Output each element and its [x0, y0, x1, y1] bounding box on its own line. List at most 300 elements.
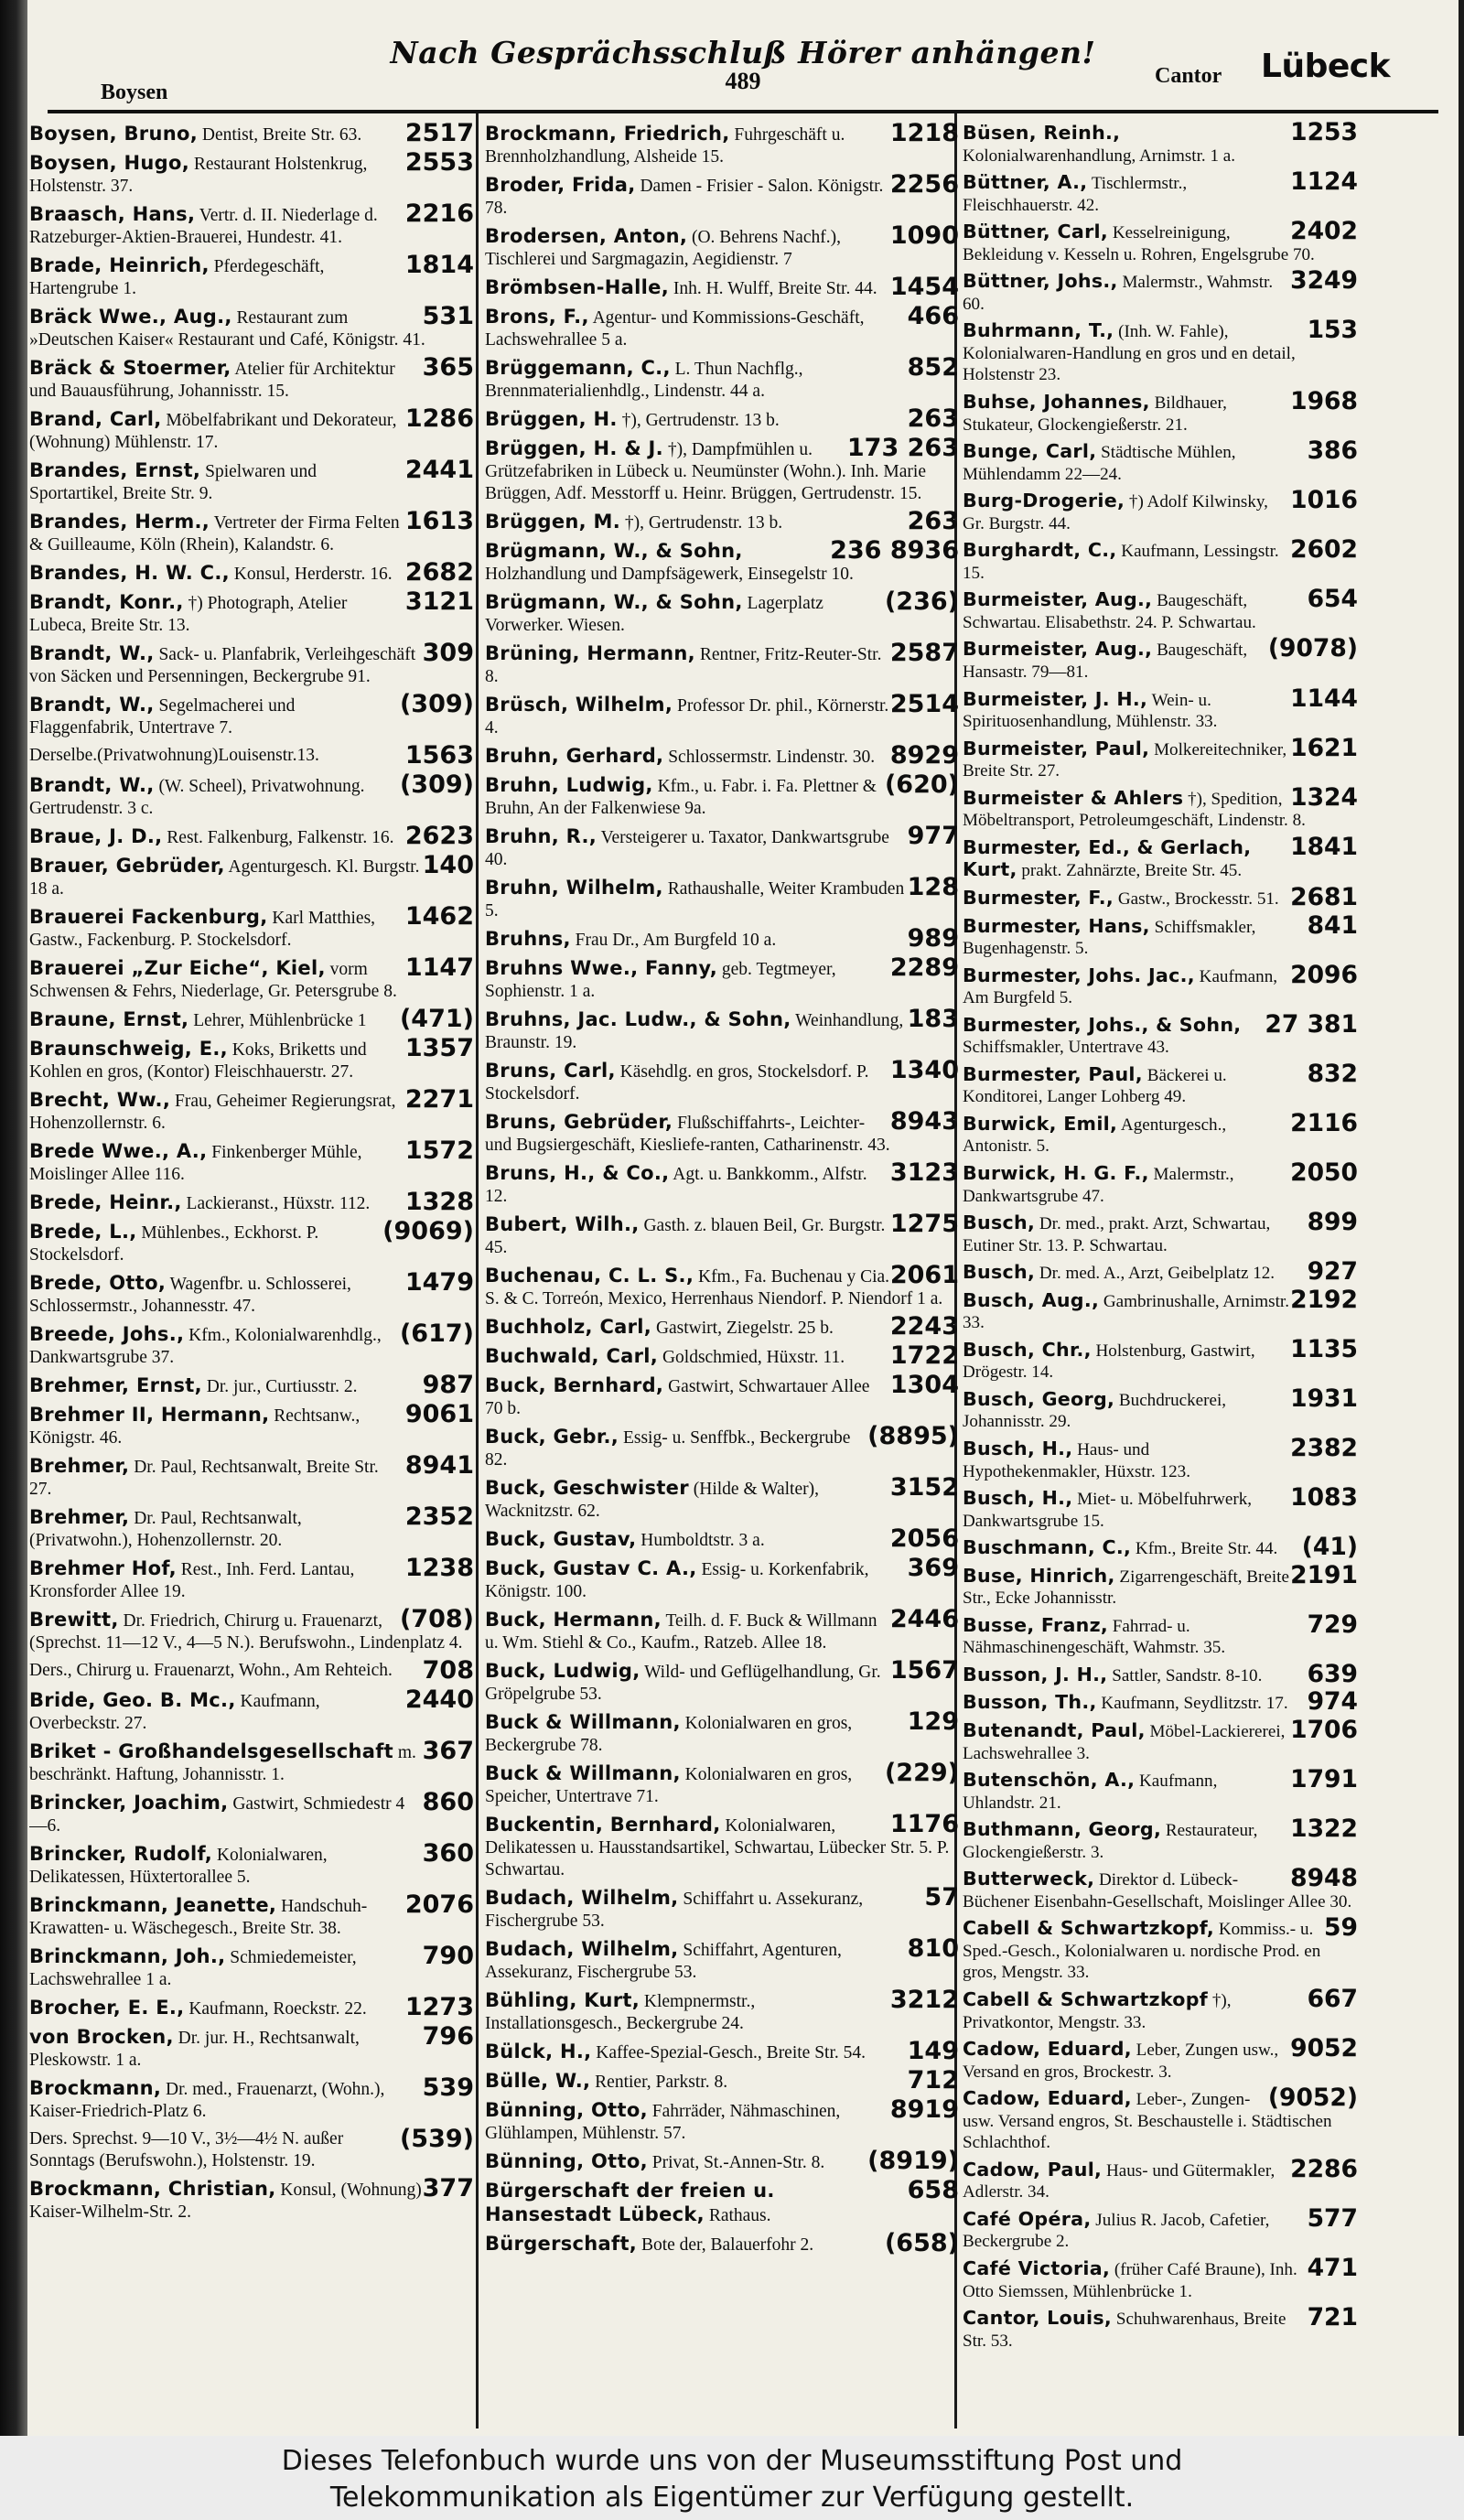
directory-entry — [485, 820, 959, 871]
entry-name: Brehmer, — [29, 1455, 130, 1477]
entry-phone-number: 539 — [422, 2073, 474, 2102]
entry-details: Haus- und Hypothekenmakler, Hüxstr. 123. — [963, 1439, 1191, 1481]
directory-entry — [485, 688, 959, 739]
entry-details: Sattler, Sandstr. 8-10. — [1112, 1665, 1263, 1685]
entry-name: Braue, J. D., — [29, 825, 163, 847]
entry-details: L. Thun Nachflg., Brennmaterialienhdlg., Lindenstr. 44 a. — [485, 360, 803, 401]
entry-phone-number: 1706 — [1290, 1716, 1358, 1744]
entry-name: Cadow, Eduard, — [963, 2087, 1132, 2110]
entry-name: Buthmann, Georg, — [963, 1818, 1162, 1841]
entry-details: Inh. H. Wulff, Breite Str. 44. — [673, 279, 877, 298]
directory-entry — [485, 1881, 959, 1933]
directory-entry — [963, 1560, 1358, 1610]
entry-name: Brügmann, W., & Sohn, — [485, 591, 743, 613]
entry-phone-number: 173 263 — [846, 434, 959, 462]
entry-details: †) Adolf Kilwinsky, Gr. Burgstr. 44. — [963, 492, 1268, 533]
directory-entry — [29, 1735, 474, 1786]
entry-phone-number: 8919 — [889, 2095, 959, 2124]
entry-phone-number: 2440 — [404, 1685, 474, 1714]
entry-details: †), Spedition, Möbeltransport, Petroleumgeschäft, Lindenstr. 8. — [963, 789, 1306, 831]
entry-name: Bruhn, Wilhelm, — [485, 877, 663, 899]
entry-details: Fuhrgeschäft u. Brennholzhandlung, Alsheide 15. — [485, 125, 845, 167]
entry-details: prakt. Zahnärzte, Breite Str. 45. — [1021, 861, 1243, 881]
entry-details: Dr. med., Frauenarzt, (Wohn.), Kaiser-Friedrich-Platz 6. — [29, 2080, 385, 2121]
entry-name: Bruns, Gebrüder, — [485, 1111, 673, 1133]
directory-entry — [29, 403, 474, 454]
entry-name: Burwick, Emil, — [963, 1112, 1118, 1135]
entry-name: Brüsch, Wilhelm, — [485, 694, 673, 716]
entry-phone-number: 832 — [1307, 1059, 1358, 1088]
entry-details: Vertreter der Firma Felten & Guilleaume, Köln (Rhein), Kalandstr. 6. — [29, 513, 400, 555]
entry-details: Essig- u. Senffbk., Beckergrube 82. — [485, 1428, 851, 1470]
directory-entry — [29, 1135, 474, 1186]
entry-name: Busch, — [963, 1212, 1036, 1234]
header-last-name: Cantor — [1155, 64, 1222, 88]
entry-details: Gastwirt, Schwartauer Allee 70 b. — [485, 1377, 870, 1418]
entry-name: Buck, Geschwister — [485, 1477, 689, 1499]
entry-details: Pferdegeschäft, Hartengrube 1. — [29, 257, 325, 298]
entry-phone-number: 1621 — [1290, 733, 1358, 762]
directory-entry — [485, 871, 959, 922]
directory-entry — [29, 117, 474, 146]
entry-details: Holstenburg, Gastwirt, Drögestr. 14. — [963, 1341, 1255, 1383]
entry-name: Burmester, Paul, — [963, 1062, 1143, 1085]
entry-name: Brockmann, Christian, — [29, 2178, 276, 2200]
entry-phone-number: (708) — [399, 1605, 474, 1633]
entry-details: Spielwaren und Sportartikel, Breite Str. 9. — [29, 462, 317, 503]
entry-phone-number: 977 — [907, 822, 959, 850]
entry-phone-number: 810 — [907, 1934, 959, 1963]
directory-entry — [29, 2020, 474, 2072]
entry-name: Breede, Johs., — [29, 1323, 185, 1345]
entry-phone-number: (236) — [884, 587, 959, 616]
entry-phone-number: 8929 — [889, 741, 959, 770]
entry-details: Weinhandlung, Braunstr. 19. — [485, 1011, 904, 1052]
entry-phone-number: (8895) — [867, 1422, 959, 1450]
directory-entry — [29, 688, 474, 739]
directory-entry — [29, 1186, 474, 1215]
directory-entry — [963, 216, 1358, 265]
entry-name: Braasch, Hans, — [29, 203, 196, 225]
directory-entry — [963, 1715, 1358, 1764]
directory-entry — [963, 1912, 1358, 1984]
entry-name: Brede, Otto, — [29, 1272, 167, 1294]
directory-entry — [963, 436, 1358, 485]
footer-line-2: Telekommunikation als Eigentümer zur Verfügung gestellt. — [329, 2482, 1135, 2514]
entry-name: Brockmann, — [29, 2077, 162, 2099]
entry-details: Humboldtstr. 3 a. — [640, 1531, 765, 1550]
entry-details: Mühlenbes., Eckhorst. P. Stockelsdorf. — [29, 1223, 319, 1265]
entry-details: (W. Scheel), Privatwohnung. Gertrudenstr. 3 c. — [29, 777, 365, 818]
directory-entry — [29, 1552, 474, 1603]
entry-details: Dr. jur., Curtiusstr. 2. — [206, 1377, 358, 1396]
entry-name: Burmeister & Ahlers — [963, 786, 1184, 809]
entry-name: Bride, Geo. B. Mc., — [29, 1689, 236, 1711]
page-header — [27, 0, 1459, 119]
entry-name: Bubert, Wilh., — [485, 1213, 640, 1235]
entry-name: Bülle, W., — [485, 2070, 591, 2092]
entry-phone-number: 2286 — [1290, 2154, 1358, 2183]
entry-name: Büttner, Johs., — [963, 270, 1118, 293]
entry-details: Ders., Chirurg u. Frauenarzt, Wohn., Am Rehteich. — [29, 1661, 393, 1680]
entry-phone-number: 708 — [422, 1656, 474, 1685]
entry-details: Ders. Sprechst. 9—10 V., 3½—4½ N. außer Sonntags (Berufswohn.), Holstenstr. 19. — [29, 2129, 344, 2170]
entry-phone-number: 1814 — [404, 251, 474, 279]
directory-entry — [29, 1083, 474, 1135]
entry-name: Brinckmann, Jeanette, — [29, 1894, 277, 1916]
entry-phone-number: 1238 — [404, 1554, 474, 1582]
entry-details: m. beschränkt. Haftung, Johannisstr. 1. — [29, 1743, 416, 1784]
entry-phone-number: 1613 — [404, 507, 474, 535]
directory-entry — [485, 1808, 959, 1881]
entry-details: Privat, St.-Annen-Str. 8. — [651, 2153, 825, 2172]
entry-name: Budach, Wilhelm, — [485, 1887, 679, 1909]
entry-details: Kaufmann, Overbeckstr. 27. — [29, 1692, 320, 1733]
entry-phone-number: 3121 — [404, 587, 474, 616]
entry-phone-number: 1218 — [889, 119, 959, 147]
entry-details: Rathaushalle, Weiter Krambuden 5. — [485, 879, 905, 921]
footer-notice — [0, 2436, 1464, 2520]
entry-phone-number: 128 — [907, 873, 959, 901]
directory-entry — [963, 167, 1358, 216]
entry-phone-number: 2382 — [1290, 1433, 1358, 1462]
entry-name: Buck, Bernhard, — [485, 1374, 664, 1396]
entry-phone-number: 1462 — [404, 902, 474, 931]
entry-details: Schmiedemeister, Lachswehrallee 1 a. — [29, 1948, 357, 1989]
entry-phone-number: 2096 — [1290, 960, 1358, 989]
entry-phone-number: 365 — [422, 353, 474, 382]
entry-phone-number: 369 — [907, 1554, 959, 1582]
entry-details: Frau, Geheimer Regierungsrat, Hohenzollernstr. 6. — [29, 1092, 396, 1133]
entry-name: Brede Wwe., A., — [29, 1140, 208, 1162]
entry-name: Cabell & Schwartzkopf — [963, 1988, 1209, 2011]
entry-phone-number: 1286 — [404, 404, 474, 433]
entry-phone-number: 729 — [1307, 1610, 1358, 1639]
entry-name: Buck, Ludwig, — [485, 1660, 640, 1682]
entry-phone-number: 974 — [1307, 1687, 1358, 1717]
directory-entry — [963, 1384, 1358, 1433]
entry-details: †), Gertrudenstr. 13 b. — [624, 513, 783, 533]
entry-phone-number: 1135 — [1290, 1334, 1358, 1363]
entry-name: Bräck & Stoermer, — [29, 357, 231, 379]
directory-entry — [963, 1482, 1358, 1532]
entry-phone-number: 377 — [422, 2174, 474, 2202]
entry-phone-number: 2243 — [889, 1312, 959, 1341]
directory-column-3 — [963, 117, 1358, 2423]
entry-name: Bruns, H., & Co., — [485, 1162, 670, 1184]
entry-phone-number: 466 — [907, 302, 959, 330]
entry-details: Kolonialwarenhandlung, Arnimstr. 1 a. — [963, 145, 1236, 166]
entry-phone-number: 2216 — [404, 199, 474, 228]
entry-phone-number: 3152 — [889, 1473, 959, 1502]
directory-entry — [29, 351, 474, 403]
directory-entry — [29, 249, 474, 300]
entry-name: Brandt, Konr., — [29, 591, 184, 613]
directory-entry — [963, 882, 1358, 910]
entry-phone-number: 9052 — [1290, 2034, 1358, 2063]
entry-name: Busch, H., — [963, 1487, 1073, 1510]
entry-name: Bünning, Otto, — [485, 2150, 648, 2172]
entry-name: Cadow, Paul, — [963, 2158, 1103, 2181]
entry-details: Handschuh-Krawatten- u. Wäschegesch., Breite Str. 38. — [29, 1897, 368, 1938]
entry-name: Bühling, Kurt, — [485, 1989, 640, 2011]
directory-entry — [29, 454, 474, 505]
entry-phone-number: 1253 — [1290, 118, 1358, 146]
entry-details: Gastw., Brockesstr. 51. — [1117, 888, 1279, 909]
entry-details: Fahrrad- u. Nähmaschinengeschäft, Wahmstr. 35. — [963, 1616, 1226, 1658]
entry-name: Buchwald, Carl, — [485, 1345, 659, 1367]
entry-phone-number: (41) — [1301, 1533, 1358, 1562]
entry-name: Budach, Wilhelm, — [485, 1938, 679, 1960]
entry-name: Boysen, Bruno, — [29, 123, 198, 145]
directory-entry — [963, 1984, 1358, 2033]
entry-phone-number: 1567 — [889, 1656, 959, 1685]
page-number: 489 — [725, 68, 761, 94]
entry-details: Agenturgesch., Antonistr. 5. — [963, 1115, 1227, 1157]
entry-phone-number: 2061 — [889, 1261, 959, 1289]
directory-entry — [963, 960, 1358, 1009]
entry-details: Essig- u. Korkenfabrik, Königstr. 100. — [485, 1560, 869, 1601]
entry-name: Buck, Gustav C. A., — [485, 1557, 697, 1579]
entry-details: Bote der, Balauerfohr 2. — [640, 2235, 814, 2255]
entry-details: †), Dampfmühlen u. Grützefabriken in Lübeck u. Neumünster (Wohn.). Inh. Marie Brüggen, Adf. Messtorff u. Heinr. Brüggen, Gertrudenstr. 15. — [485, 440, 926, 503]
entry-details: Lackieranst., Hüxstr. 112. — [186, 1194, 371, 1213]
directory-entry — [963, 1285, 1358, 1334]
directory-entry — [485, 534, 959, 586]
entry-details: Kfm., Fa. Buchenau y Cia. S. & C. Torreón, Mexico, Herrenhaus Niendorf. P. Niendorf 1 a. — [485, 1267, 943, 1308]
entry-phone-number: 309 — [422, 639, 474, 667]
entry-phone-number: 852 — [907, 353, 959, 382]
entry-phone-number: 1016 — [1290, 486, 1358, 515]
entry-details: Rentner, Fritz-Reuter-Str. 8. — [485, 645, 882, 686]
entry-phone-number: 1176 — [889, 1810, 959, 1838]
entry-details: Lagerplatz Vorwerker. Wiesen. — [485, 594, 824, 635]
entry-phone-number: 57 — [924, 1883, 959, 1912]
entry-name: Busch, Chr., — [963, 1338, 1092, 1361]
entry-name: Bräck Wwe., Aug., — [29, 306, 232, 328]
entry-name: Briket - Großhandelsgesellschaft — [29, 1740, 394, 1762]
directory-entry — [29, 1654, 474, 1684]
entry-name: Cantor, Louis, — [963, 2307, 1113, 2330]
entry-name: Buschmann, C., — [963, 1536, 1132, 1559]
entry-phone-number: 2056 — [889, 1524, 959, 1553]
entry-name: Bünning, Otto, — [485, 2099, 648, 2121]
entry-phone-number: 1454 — [889, 273, 959, 301]
entry-name: Café Victoria, — [963, 2257, 1111, 2280]
directory-entry — [29, 1032, 474, 1083]
directory-entry — [29, 820, 474, 849]
entry-phone-number: 2289 — [889, 953, 959, 982]
entry-details: Städtische Mühlen, Mühlendamm 22—24. — [963, 443, 1236, 484]
entry-phone-number: (620) — [884, 770, 959, 799]
directory-entry — [963, 1610, 1358, 1659]
entry-details: Kolonialwaren, Delikatessen, Hüxtertorallee 5. — [29, 1846, 328, 1887]
entry-phone-number: (471) — [399, 1005, 474, 1033]
entry-phone-number: 8948 — [1290, 1864, 1358, 1893]
entry-phone-number: 8941 — [404, 1451, 474, 1480]
entry-name: Busch, — [963, 1261, 1036, 1284]
directory-entry — [963, 1433, 1358, 1482]
directory-entry — [29, 1603, 474, 1654]
entry-phone-number: 2623 — [404, 822, 474, 850]
directory-entry — [485, 637, 959, 688]
entry-details: Haus- und Gütermakler, Adlerstr. 34. — [963, 2160, 1276, 2202]
directory-entry — [29, 300, 474, 351]
entry-phone-number: 3249 — [1290, 266, 1358, 296]
entry-details: Restaurant zum »Deutschen Kaiser« Restaurant und Café, Königstr. 41. — [29, 308, 425, 350]
directory-entry — [963, 2203, 1358, 2253]
directory-entry — [963, 2033, 1358, 2083]
entry-phone-number: (309) — [399, 770, 474, 799]
directory-entry — [485, 1259, 959, 1310]
directory-entry — [29, 769, 474, 820]
entry-phone-number: 927 — [1307, 1257, 1358, 1287]
entry-details: Schiffahrt u. Assekuranz, Fischergrube 53. — [485, 1890, 864, 1931]
entry-name: Buse, Hinrich, — [963, 1564, 1115, 1587]
entry-details: Julius R. Jacob, Cafetier, Beckergrube 2. — [963, 2210, 1270, 2252]
entry-phone-number: (9069) — [382, 1217, 474, 1245]
directory-entry — [963, 485, 1358, 534]
entry-name: Brincker, Joachim, — [29, 1792, 229, 1814]
entry-details: Rathaus. — [708, 2206, 771, 2225]
entry-name: Brodersen, Anton, — [485, 225, 688, 247]
entry-name: Bülck, H., — [485, 2041, 592, 2062]
entry-details: Karl Matthies, Gastw., Fackenburg. P. Stockelsdorf. — [29, 909, 376, 950]
entry-name: Cadow, Eduard, — [963, 2038, 1132, 2061]
entry-name: Brüggen, M. — [485, 511, 621, 533]
entry-name: Braunschweig, E., — [29, 1038, 228, 1060]
entry-name: Burmester, Johs., & Sohn, — [963, 1013, 1242, 1036]
entry-details: Bäckerei u. Konditorei, Langer Lohberg 49. — [963, 1065, 1227, 1107]
directory-entry — [485, 1523, 959, 1552]
entry-details: Dr. med. A., Arzt, Geibelplatz 12. — [1039, 1264, 1276, 1284]
directory-entry — [485, 1933, 959, 1984]
entry-name: Brede, L., — [29, 1221, 137, 1243]
footer-line-1: Dieses Telefonbuch wurde uns von der Museumsstiftung Post und — [281, 2445, 1183, 2477]
entry-name: Bruhns, Jac. Ludw., & Sohn, — [485, 1008, 791, 1030]
entry-phone-number: 2192 — [1290, 1285, 1358, 1314]
entry-phone-number: (9078) — [1267, 634, 1358, 663]
directory-entry — [963, 1764, 1358, 1814]
entry-name: Cabell & Schwartzkopf, — [963, 1917, 1215, 1940]
directory-entry — [29, 1991, 474, 2020]
entry-details: Klempnermstr., Installationsgesch., Beckergrube 24. — [485, 1992, 756, 2033]
entry-phone-number: 2076 — [404, 1890, 474, 1919]
entry-phone-number: 2352 — [404, 1502, 474, 1531]
directory-entry — [485, 1552, 959, 1603]
entry-phone-number: 1563 — [404, 741, 474, 770]
directory-entry — [29, 1684, 474, 1735]
entry-name: Bruhns Wwe., Fanny, — [485, 957, 718, 979]
directory-entry — [29, 1215, 474, 1266]
entry-details: vorm Schwensen & Fehrs, Niederlage, Gr. Petersgrube 8. — [29, 960, 397, 1001]
directory-entry — [963, 1532, 1358, 1560]
entry-phone-number: 1572 — [404, 1136, 474, 1165]
directory-entry — [485, 1003, 959, 1054]
entry-phone-number: 2446 — [889, 1605, 959, 1633]
entry-phone-number: 1322 — [1290, 1815, 1358, 1844]
entry-phone-number: (309) — [399, 690, 474, 718]
directory-entry — [485, 1984, 959, 2035]
header-slogan: Nach Gesprächsschluß Hörer anhängen! — [390, 35, 1096, 70]
entry-details: Segelmacherei und Flaggenfabrik, Untertrave 7. — [29, 696, 296, 738]
directory-entry — [485, 586, 959, 637]
directory-entry — [485, 1603, 959, 1654]
directory-entry — [963, 1686, 1358, 1715]
entry-phone-number: 2682 — [404, 558, 474, 587]
entry-details: Derselbe.(Privatwohnung)Louisenstr.13. — [29, 746, 319, 765]
directory-entry — [963, 1334, 1358, 1384]
entry-details: Kesselreinigung, Bekleidung v. Kesseln u. Rohren, Engelsgrube 70. — [963, 223, 1315, 264]
entry-details: Wild- und Geflügelhandlung, Gr. Gröpelgrube 53. — [485, 1663, 881, 1704]
entry-name: Burmester, Ed., & Gerlach, Kurt, — [963, 835, 1252, 881]
directory-entry — [485, 220, 959, 271]
directory-entry — [485, 2064, 959, 2094]
entry-details: Sack- u. Planfabrik, Verleihgeschäft von Säcken und Persenningen, Beckergrube 91. — [29, 645, 416, 686]
entry-details: Atelier für Architektur und Bauausführung, Johannisstr. 15. — [29, 360, 395, 401]
entry-details: Versteigerer u. Taxator, Dankwartsgrube 40. — [485, 828, 889, 869]
entry-name: Burmeister, Aug., — [963, 588, 1153, 611]
directory-entry — [29, 1318, 474, 1369]
entry-name: Brandes, Herm., — [29, 511, 210, 533]
entry-details: Schlossermstr. Lindenstr. 30. — [668, 748, 876, 767]
entry-phone-number: 8943 — [889, 1107, 959, 1136]
entry-phone-number: (229) — [884, 1759, 959, 1787]
entry-details: Kaffee-Spezial-Gesch., Breite Str. 54. — [596, 2043, 867, 2062]
entry-name: Brede, Heinr., — [29, 1191, 182, 1213]
entry-phone-number: 1147 — [404, 953, 474, 982]
directory-entry — [485, 1420, 959, 1471]
directory-entry — [963, 534, 1358, 584]
entry-details: Malermstr., Dankwartsgrube 47. — [963, 1164, 1234, 1206]
entry-phone-number: 263 — [907, 404, 959, 433]
entry-name: Boysen, Hugo, — [29, 152, 189, 174]
entry-details: Vertr. d. II. Niederlage d. Ratzeburger-Aktien-Brauerei, Hundestr. 41. — [29, 206, 378, 247]
entry-name: Büsen, Reinh., — [963, 122, 1121, 144]
entry-details: Konsul, (Wohnung) Kaiser-Wilhelm-Str. 2. — [29, 2181, 422, 2222]
entry-phone-number: 1083 — [1290, 1483, 1358, 1513]
scan-edge-right — [1459, 0, 1464, 2436]
entry-name: Brandes, Ernst, — [29, 459, 201, 481]
entry-details: Agt. u. Bankkomm., Alfstr. 12. — [485, 1165, 867, 1206]
entry-phone-number: 2514 — [889, 690, 959, 718]
entry-phone-number: 1328 — [404, 1188, 474, 1216]
entry-details: Flußschiffahrts-, Leichter- und Bugsiergeschäft, Kiesliefe-ranten, Catharinenstr. 43. — [485, 1114, 890, 1155]
entry-details: Konsul, Herderstr. 16. — [233, 565, 393, 584]
entry-name: Busch, H., — [963, 1437, 1073, 1459]
directory-entry — [485, 739, 959, 769]
entry-phone-number: 129 — [907, 1707, 959, 1736]
entry-phone-number: 153 — [1307, 316, 1358, 345]
entry-name: Brehmer II, Hermann, — [29, 1404, 270, 1426]
directory-entry — [963, 1256, 1358, 1285]
entry-details: Dr. Paul, Rechtsanwalt, (Privatwohn.), Hohenzollernstr. 20. — [29, 1509, 302, 1550]
entry-details: Baugeschäft, Schwartau. Elisabethstr. 24. P. Schwartau. — [963, 591, 1256, 632]
directory-entry — [29, 1501, 474, 1552]
entry-name: Buck, Hermann, — [485, 1609, 662, 1631]
entry-details: Rentier, Parkstr. 8. — [595, 2073, 728, 2092]
entry-phone-number: 367 — [422, 1737, 474, 1765]
entry-details: Gastwirt, Ziegelstr. 25 b. — [655, 1319, 834, 1338]
entry-details: Schiffsmakler, Untertrave 43. — [963, 1038, 1169, 1058]
entry-details: Tischlermstr., Fleischhauerstr. 42. — [963, 174, 1188, 215]
entry-phone-number: 9061 — [404, 1400, 474, 1428]
entry-details: Kaufmann, Roeckstr. 22. — [188, 1999, 367, 2019]
entry-details: Kfm., Kolonialwarenhdlg., Dankwartsgrube 37. — [29, 1326, 382, 1367]
directory-entry — [963, 584, 1358, 633]
entry-details: Miet- u. Möbelfuhrwerk, Dankwartsgrube 15. — [963, 1490, 1253, 1531]
entry-name: Burmeister, J. H., — [963, 687, 1148, 710]
